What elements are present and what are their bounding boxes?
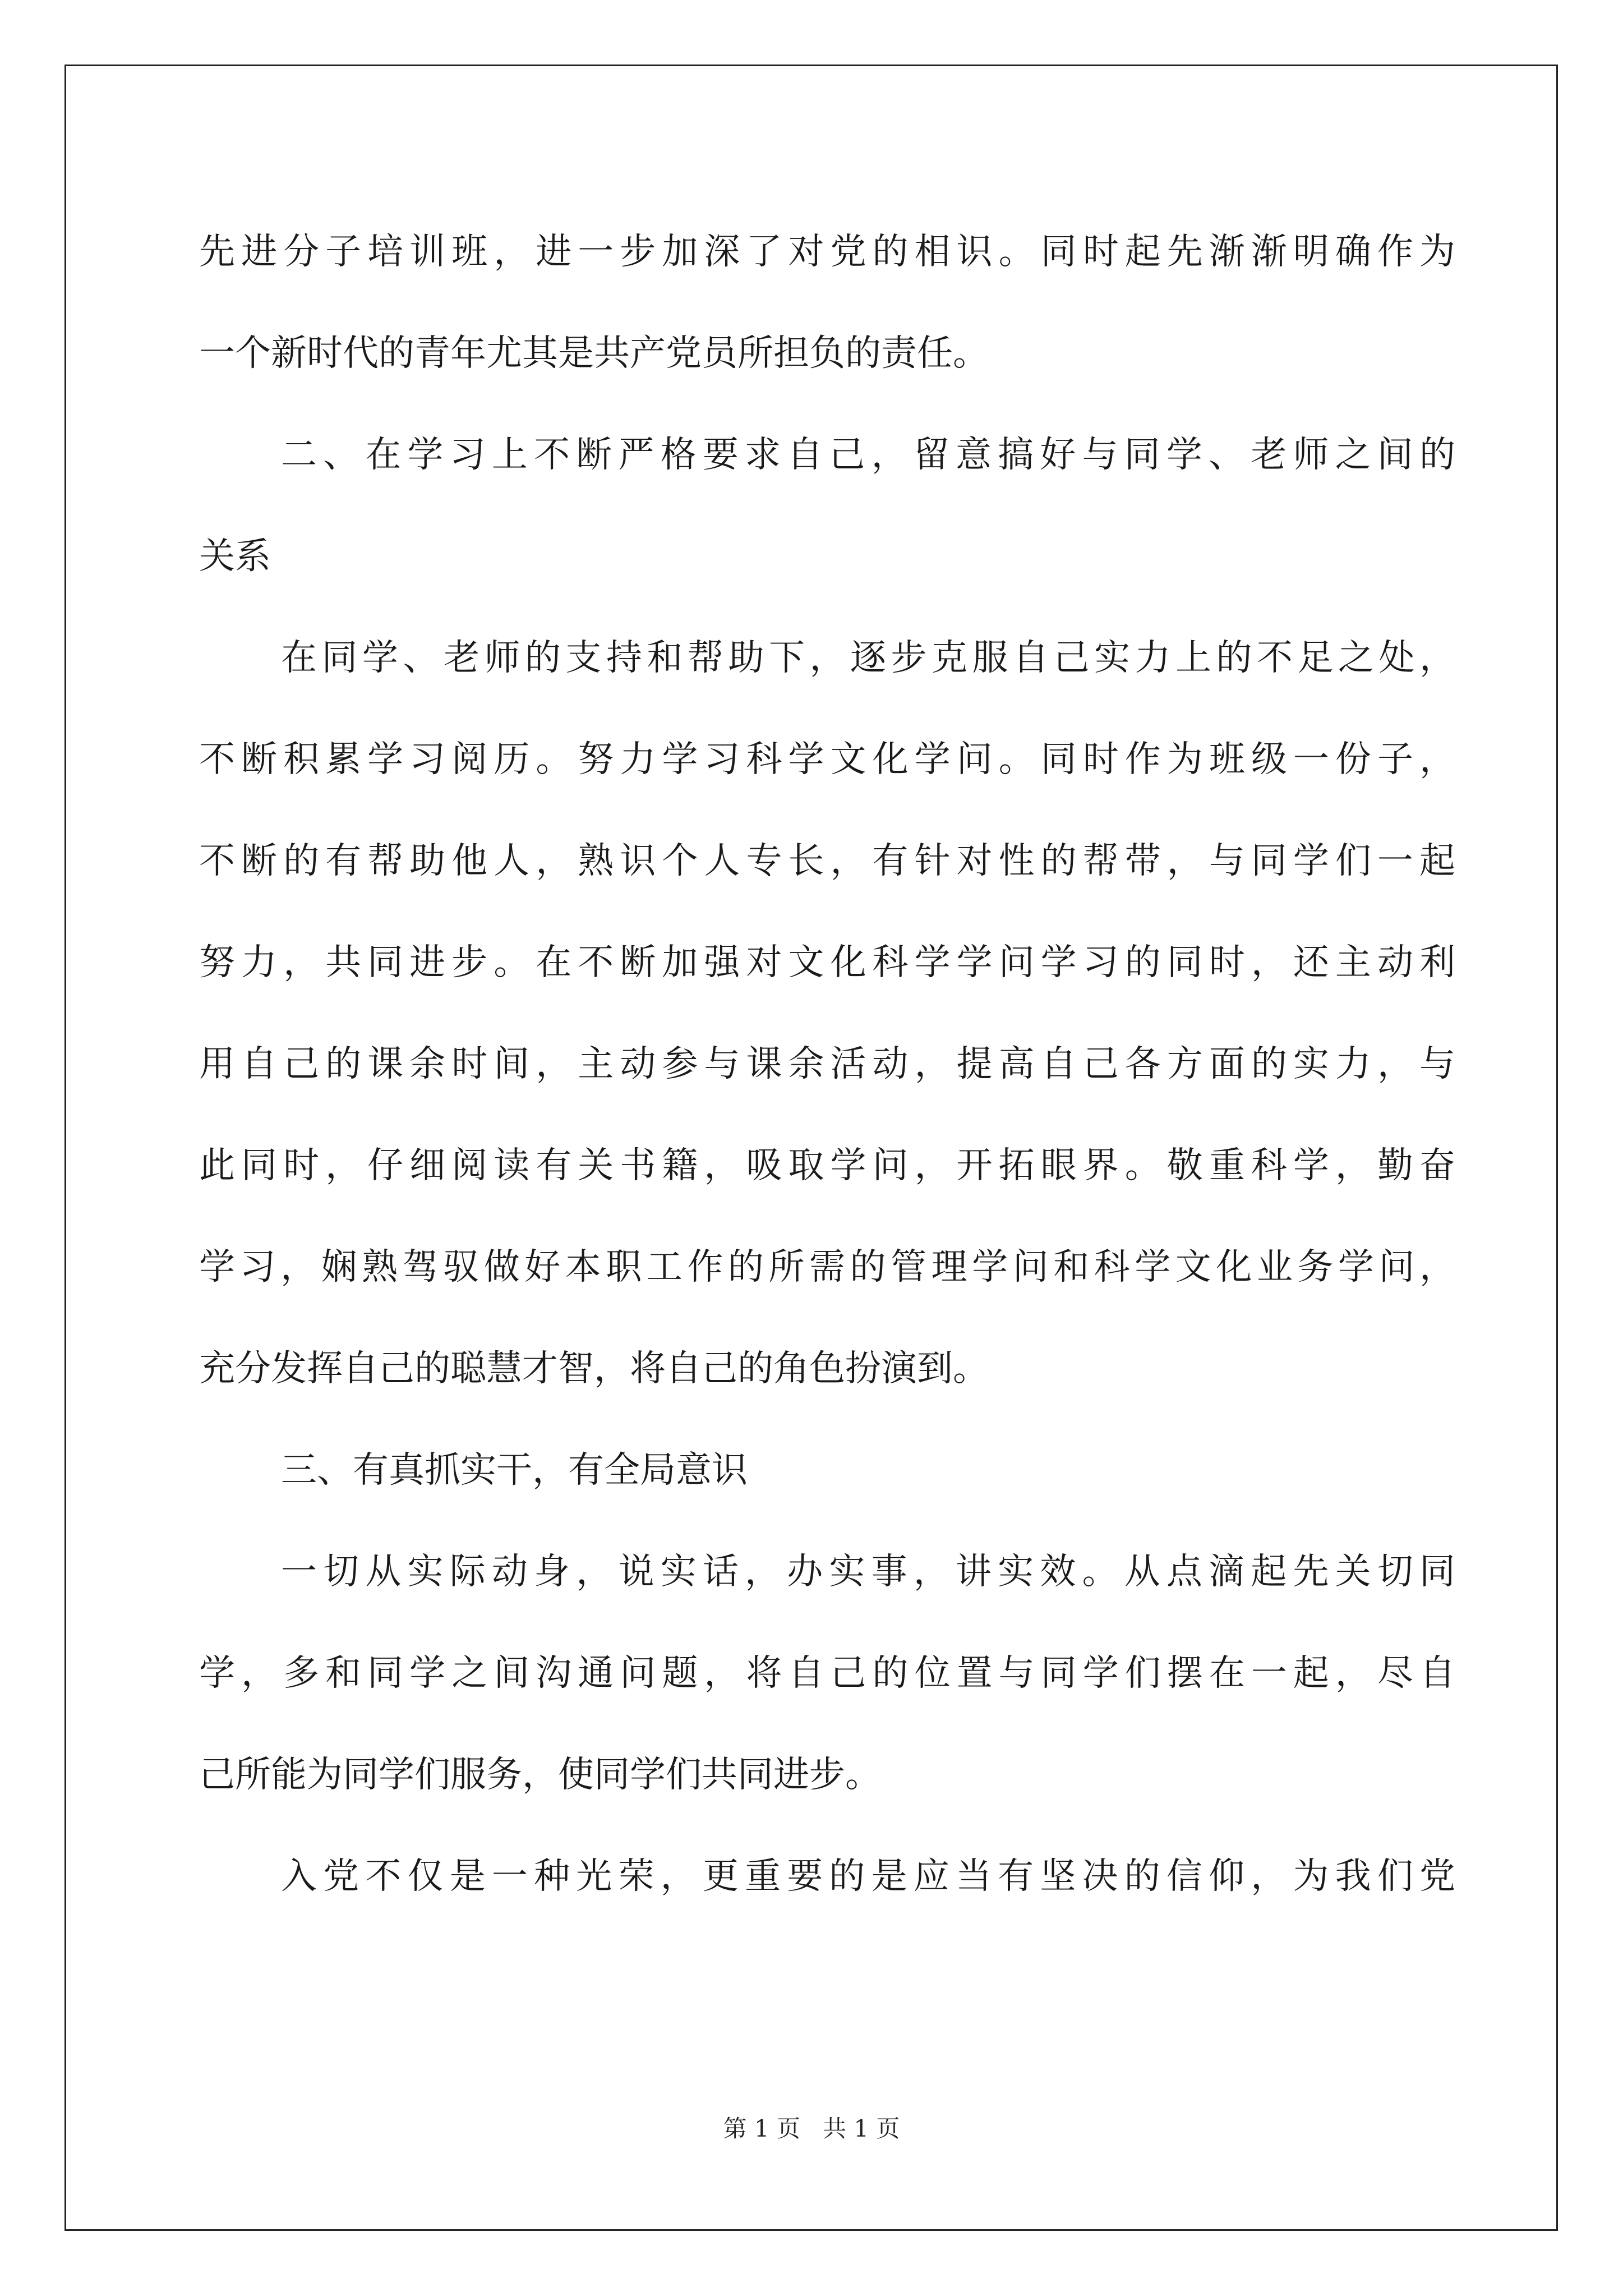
section-heading-continuation: 关系 [199,536,271,577]
text-line: 充分发挥自己的聪慧才智，将自己的角色扮演到。 [199,1348,989,1389]
paragraph-start: 入党不仅是一种光荣，更重要的是应当有坚决的信仰，为我们党 [281,1856,1455,1897]
text-line: 一个新时代的青年尤其是共产党员所担负的责任。 [199,333,989,374]
text-line: 不断的有帮助他人，熟识个人专长，有针对性的帮带，与同学们一起 [199,840,1455,882]
text-line: 不断积累学习阅历。努力学习科学文化学问。同时作为班级一份子， [199,739,1455,780]
paragraph-start: 在同学、老师的支持和帮助下，逐步克服自己实力上的不足之处， [281,637,1455,679]
section-heading: 二、在学习上不断严格要求自己，留意搞好与同学、老师之间的 [281,434,1455,476]
text-line: 努力，共同进步。在不断加强对文化科学学问学习的同时，还主动利 [199,942,1455,983]
section-heading: 三、有真抓实干，有全局意识 [281,1450,748,1491]
page-number: 第 1 页 [723,2115,800,2142]
text-line: 学，多和同学之间沟通问题，将自己的位置与同学们摆在一起，尽自 [199,1653,1455,1694]
document-body [199,218,1455,1944]
page-total: 共 1 页 [823,2115,900,2142]
paragraph-start: 一切从实际动身，说实话，办实事，讲实效。从点滴起先关切同 [281,1551,1455,1593]
text-line: 己所能为同学们服务，使同学们共同进步。 [199,1754,881,1796]
page-footer [0,2115,1623,2143]
text-line: 此同时，仔细阅读有关书籍，吸取学问，开拓眼界。敬重科学，勤奋 [199,1145,1455,1186]
text-line: 先进分子培训班，进一步加深了对党的相识。同时起先渐渐明确作为 [199,231,1455,273]
text-line: 学习，娴熟驾驭做好本职工作的所需的管理学问和科学文化业务学问， [199,1246,1455,1288]
text-line: 用自己的课余时间，主动参与课余活动，提高自己各方面的实力，与 [199,1043,1455,1085]
